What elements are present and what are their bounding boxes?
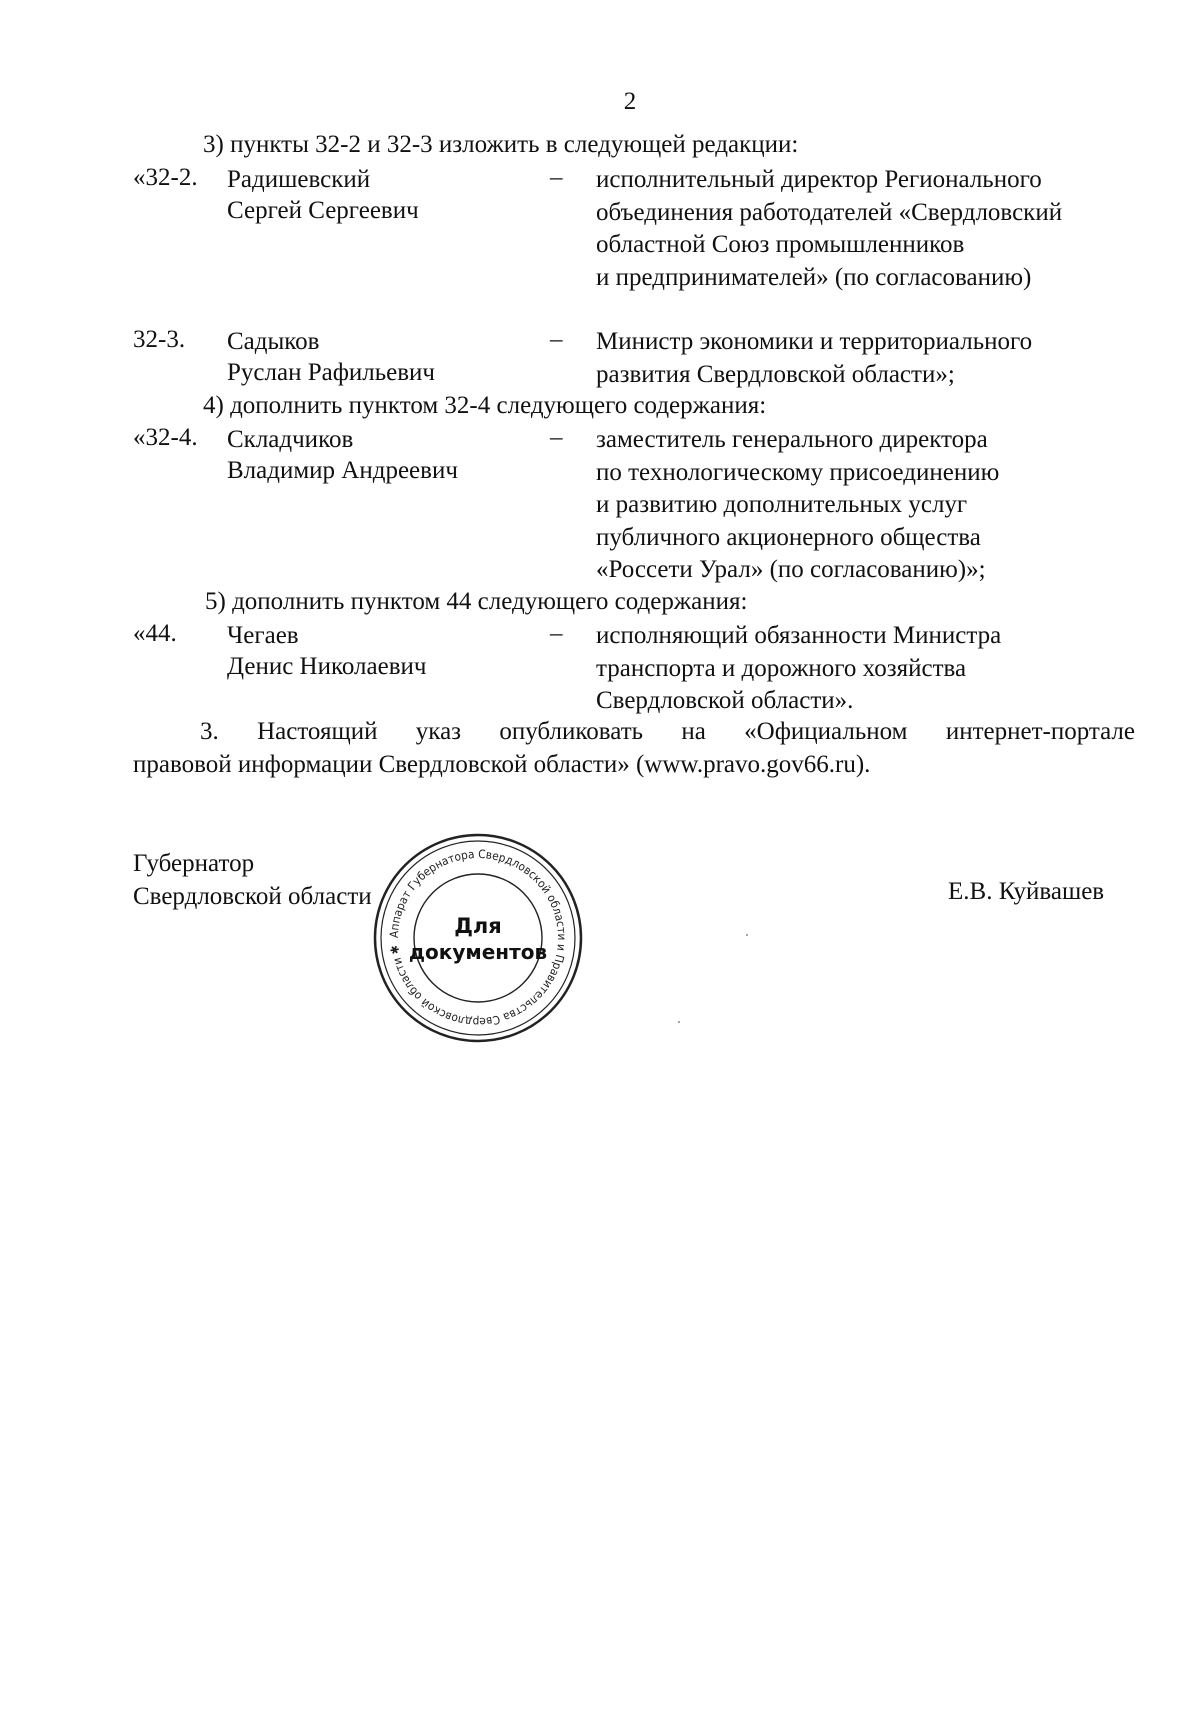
position-line: публичного акционерного общества [596,523,981,551]
stamp-ring-text: Аппарат Губернатора Свердловской области и Правительства Свердловской области ✱ [386,846,570,1030]
entry-dash: – [550,326,563,353]
position-line: и предпринимателей» (по согласованию) [596,263,1032,291]
position-line: исполняющий обязанности Министра [596,622,1002,649]
signatory-title-line: Губернатор [133,850,255,877]
entry-position [596,164,1156,294]
stamp-center-line-1: Для [454,914,502,938]
person-given-names: Сергей Сергеевич [227,197,419,224]
position-line: и развитию дополнительных услуг [596,491,968,518]
stamp-center-line-2: документов [408,940,548,964]
entry-dash: – [550,164,563,191]
entry-dash: – [550,424,563,451]
item3-intro: 3) пункты 32-2 и 32-3 изложить в следующей редакции: [203,131,799,158]
stamp-outer-ring [375,835,581,1041]
position-line: Министр экономики и территориального [596,328,1033,355]
position-line: по технологическому присоединению [596,458,1000,486]
item4-intro: 4) дополнить пунктом 32-4 следующего содержания: [203,392,767,419]
entry-person [227,326,435,388]
position-line: транспорта и дорожного хозяйства [596,654,967,682]
entry-number: 32-3. [133,326,186,353]
person-surname: Садыков [227,328,320,355]
point3-line-2: правовой информации Свердловской области» (www.pravo.gov66.ru). [133,751,871,778]
point3-line-1: 3. Настоящий указ опубликовать на «Официальном интернет-портале [200,718,1135,745]
entry-person [227,164,419,226]
entry-person [227,620,426,682]
position-line: Свердловской области». [596,687,854,714]
entry-position [596,424,1156,587]
page-number: 2 [623,88,637,115]
item5-intro: 5) дополнить пунктом 44 следующего содержания: [205,588,748,615]
person-surname: Складчиков [227,426,354,453]
entry-number: «44. [133,620,177,647]
position-line: исполнительный директор Регионального [596,166,1042,193]
scan-speck [746,934,748,936]
entry-number: «32-4. [133,424,198,451]
entry-number: «32-2. [133,164,198,191]
entry-dash: – [550,620,563,647]
entry-32-4 [0,424,1200,584]
position-line: областной Союз промышленников [596,231,965,258]
person-given-names: Руслан Рафильевич [227,359,436,386]
position-line: «Россети Урал» (по согласованию)»; [596,556,986,583]
position-line: заместитель генерального директора [596,426,988,453]
signatory-title [133,847,372,913]
official-stamp [372,832,584,1044]
stamp-outer-ring-inner [381,841,575,1035]
scan-speck [678,1021,680,1023]
position-line: объединения работодателей «Свердловский [596,198,1063,226]
stamp-inner-ring [414,874,542,1002]
signatory-title-line: Свердловской области [133,883,372,910]
position-line: развития Свердловской области»; [596,360,955,388]
entry-position [596,620,1156,718]
signatory-name: Е.В. Куйвашев [948,878,1105,905]
entry-32-2 [0,164,1200,324]
person-surname: Радишевский [227,166,371,193]
entry-position [596,326,1156,391]
entry-person [227,424,458,486]
person-given-names: Денис Николаевич [227,653,427,680]
person-surname: Чегаев [227,622,299,649]
person-given-names: Владимир Андреевич [227,457,458,484]
